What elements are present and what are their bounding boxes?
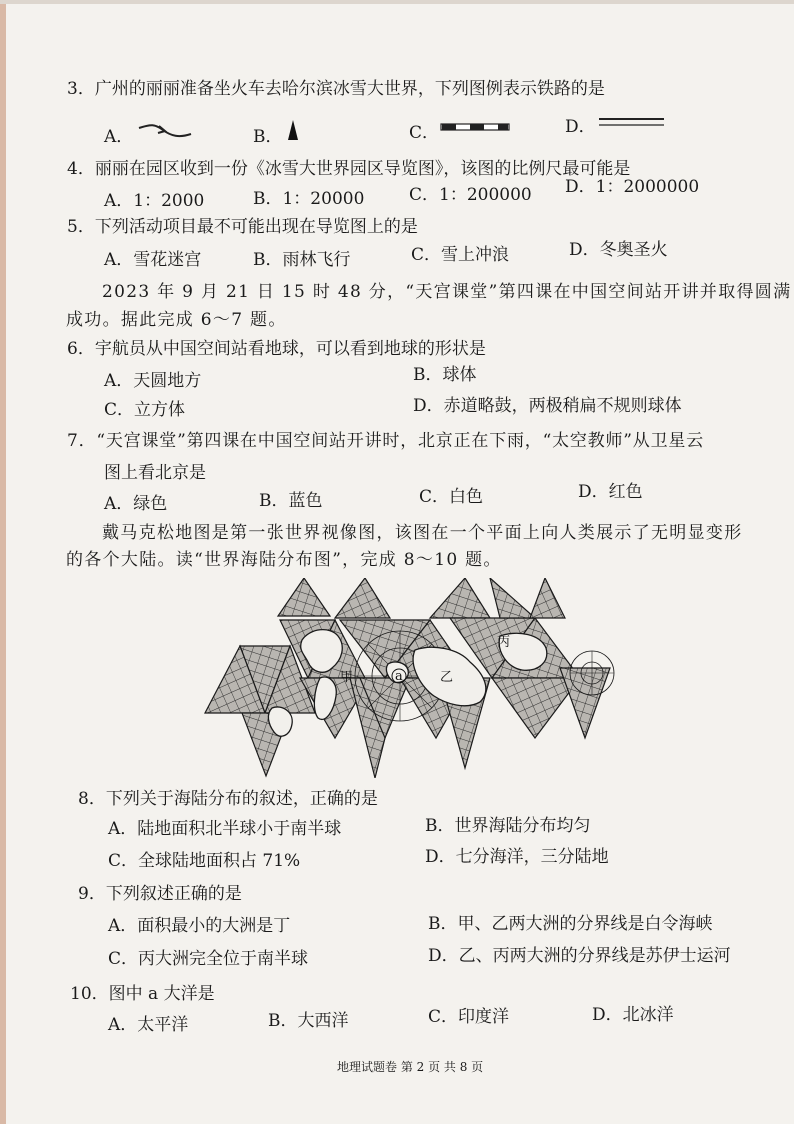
q4-option-c: C．1：200000 [409, 185, 532, 205]
q10-option-c: C．印度洋 [428, 1007, 510, 1027]
q8-option-a: A．陆地面积北半球小于南半球 [108, 819, 342, 839]
q4-stem: 4．丽丽在园区收到一份《冰雪大世界园区导览图》，该图的比例尺最可能是 [67, 159, 631, 179]
double-line-road-icon [598, 116, 666, 128]
intro-6-7-line2: 成功。据此完成 6～7 题。 [66, 310, 287, 330]
q9-option-c: C．丙大洲完全位于南半球 [108, 949, 309, 969]
q10-option-a: A．太平洋 [108, 1015, 189, 1035]
q8-option-b: B．世界海陆分布均匀 [425, 816, 591, 836]
dymaxion-world-map [200, 578, 640, 778]
map-label-jia: 甲 [340, 670, 354, 685]
q3-option-d: D． [565, 117, 596, 137]
q7-option-d: D．红色 [578, 482, 643, 502]
q9-stem: 9．下列叙述正确的是 [78, 884, 242, 904]
q6-option-d: D．赤道略鼓，两极稍扁不规则球体 [413, 396, 682, 416]
map-facet [560, 668, 610, 738]
railway-icon [440, 122, 512, 134]
intro-6-7-line1: 2023 年 9 月 21 日 15 时 48 分，“天宫课堂”第四课在中国空间站开讲并取得圆满 [102, 282, 792, 302]
mountain-peak-icon [286, 118, 300, 142]
q9-option-b: B．甲、乙两大洲的分界线是白令海峡 [428, 914, 713, 934]
q9-option-d: D．乙、丙两大洲的分界线是苏伊士运河 [428, 946, 731, 966]
q7-option-b: B．蓝色 [259, 491, 323, 511]
q5-stem: 5．下列活动项目最不可能出现在导览图上的是 [67, 217, 418, 237]
intro-8-10-line2: 的各个大陆。读“世界海陆分布图”，完成 8～10 题。 [66, 550, 502, 570]
q7-stem-line1: 7．“天宫课堂”第四课在中国空间站开讲时，北京正在下雨，“太空教师”从卫星云 [67, 431, 704, 451]
q10-stem: 10．图中 a 大洋是 [70, 984, 215, 1004]
intro-8-10-line1: 戴马克松地图是第一张世界视像图，该图在一个平面上向人类展示了无明显变形 [102, 523, 743, 543]
q7-option-a: A．绿色 [104, 494, 168, 514]
q8-option-c: C．全球陆地面积占 71% [108, 851, 301, 871]
q4-option-b: B．1：20000 [253, 189, 365, 209]
q4-option-a: A．1：2000 [104, 191, 205, 211]
q6-option-c: C．立方体 [104, 400, 186, 420]
q5-option-b: B．雨林飞行 [253, 250, 351, 270]
q3-option-c: C． [409, 123, 440, 143]
q10-option-d: D．北冰洋 [592, 1005, 674, 1025]
map-facet [490, 578, 535, 618]
map-facet [530, 578, 565, 618]
map-label-yi: 乙 [440, 670, 454, 685]
q7-stem-line2: 图上看北京是 [104, 463, 206, 483]
q6-option-b: B．球体 [413, 365, 477, 385]
q4-option-d: D．1：2000000 [565, 177, 700, 197]
q6-option-a: A．天圆地方 [104, 371, 202, 391]
q10-option-b: B．大西洋 [268, 1011, 349, 1031]
q7-option-c: C．白色 [419, 487, 484, 507]
map-facet [430, 578, 490, 618]
q9-option-a: A．面积最小的大洲是丁 [108, 916, 291, 936]
q8-option-d: D．七分海洋，三分陆地 [425, 847, 609, 867]
map-facet [335, 578, 390, 618]
page-edge [0, 0, 6, 1124]
q5-option-d: D．冬奥圣火 [569, 240, 668, 260]
map-label-bing: 丙 [497, 635, 511, 650]
page-footer: 地理试题卷 第 2 页 共 8 页 [337, 1060, 484, 1074]
q8-stem: 8．下列关于海陆分布的叙述，正确的是 [78, 789, 378, 809]
q5-option-a: A．雪花迷宫 [104, 250, 202, 270]
q3-option-a: A． [104, 127, 134, 147]
map-label-a: a [395, 669, 403, 684]
page-top-edge [0, 0, 794, 4]
q6-stem: 6．宇航员从中国空间站看地球，可以看到地球的形状是 [67, 339, 486, 359]
river-icon [137, 120, 193, 144]
q3-stem: 3．广州的丽丽准备坐火车去哈尔滨冰雪大世界，下列图例表示铁路的是 [67, 79, 605, 99]
q3-option-b: B． [253, 127, 283, 147]
map-facet [278, 578, 330, 616]
q5-option-c: C．雪上冲浪 [411, 245, 510, 265]
